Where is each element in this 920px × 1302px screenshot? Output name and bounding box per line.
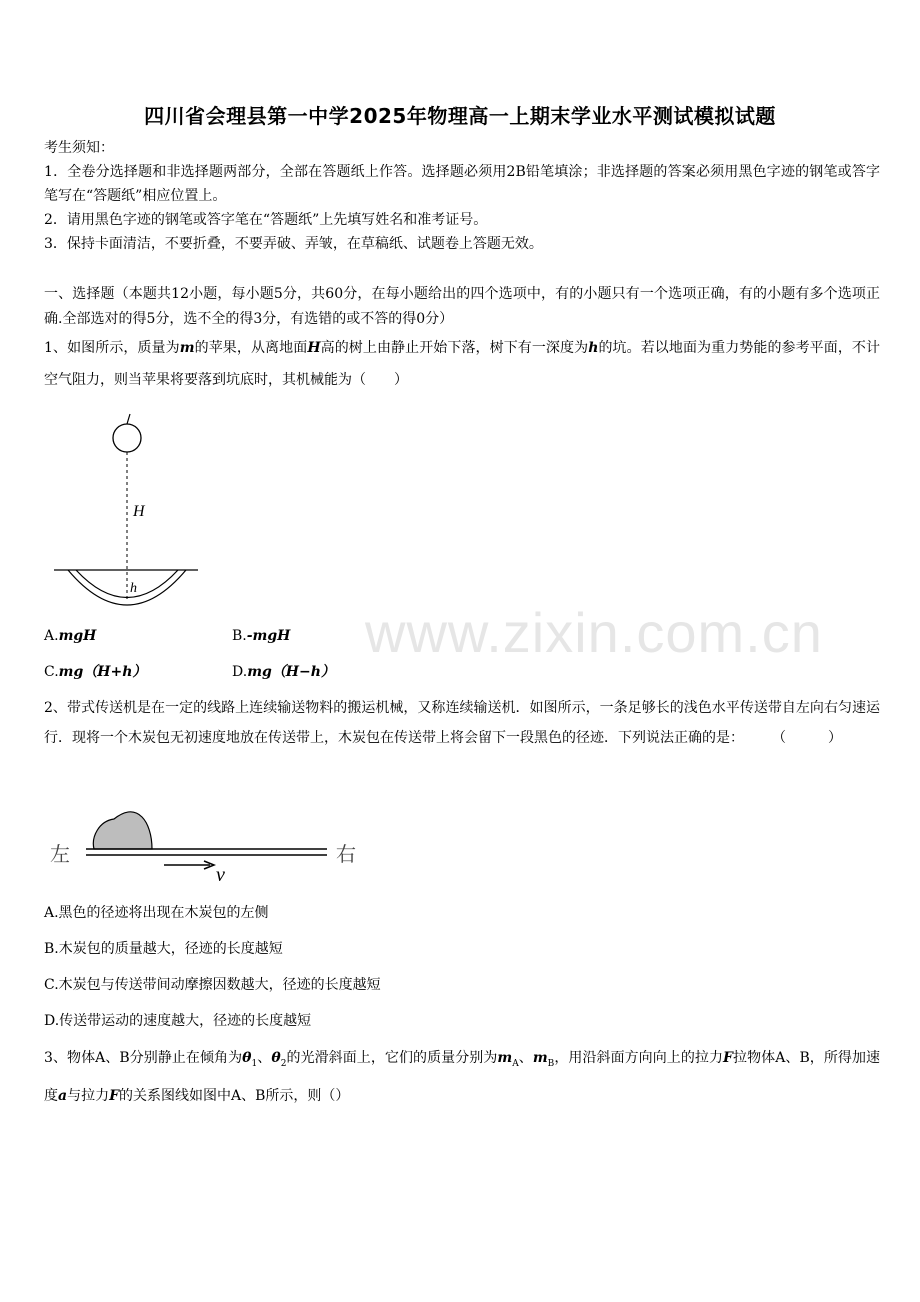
label-H: H <box>133 503 145 520</box>
charcoal-bag-shape <box>93 812 152 849</box>
notice-item-3: 3．保持卡面清洁，不要折叠，不要弄破、弄皱，在草稿纸、试题卷上答题无效。 <box>44 236 543 252</box>
notice-item-2: 2．请用黑色字迹的钢笔或答字笔在“答题纸”上先填写姓名和准考证号。 <box>44 212 488 228</box>
label-left: 左 <box>50 842 70 866</box>
section-heading: 一、选择题（本题共12小题，每小题5分，共60分，在每小题给出的四个选项中，有的小题只有一个选项正确，有的小题有多个选项正确.全部选对的得5分，选不全的得3分，有选错的或不答的得0分） <box>44 286 880 327</box>
pit-inner-curve <box>68 570 186 605</box>
q2-option-b[interactable]: B.木炭包的质量越大，径迹的长度越短 <box>44 941 283 957</box>
q2-option-a[interactable]: A.黑色的径迹将出现在木炭包的左侧 <box>44 905 269 921</box>
question-1-text: 1、如图所示，质量为m的苹果，从离地面H高的树上由静止开始下落，树下有一深度为h的坑。若以地面为重力势能的参考平面，不计空气阻力，则当苹果将要落到坑底时，其机械能为（ ） <box>44 340 881 388</box>
q1-option-b[interactable]: B.-mgH <box>232 628 291 644</box>
q2-option-c[interactable]: C.木炭包与传送带间动摩擦因数越大，径迹的长度越短 <box>44 977 381 993</box>
question-3-text: 3、物体A、B分别静止在倾角为$\theta_1$、$\theta_2$的光滑斜面上，它们的质量分别为$m_A$、$m_B$，用沿斜面方向向上的拉力F拉物体A、B，所得加速度a与拉力F的关系图线如图中A、B所示，则（） <box>44 1050 881 1104</box>
notice-heading: 考生须知： <box>44 140 114 156</box>
watermark: www.zixin.com.cn <box>365 601 823 664</box>
q1-option-c[interactable]: C.mg（H+h） <box>44 664 147 680</box>
question-1-figure <box>50 410 210 615</box>
label-v: v <box>216 864 225 885</box>
q1-option-d[interactable]: D.mg（H−h） <box>232 664 335 680</box>
question-2-text: 2、带式传送机是在一定的线路上连续输送物料的搬运机械，又称连续输送机．如图所示，一条足够长的浅色水平传送带自左向右匀速运行．现将一个木炭包无初速度地放在传送带上，木炭包在传送带上将会留下一段黑色的径迹．下列说法正确的是： （ ） <box>44 700 880 746</box>
apple-stem <box>127 414 130 424</box>
apple-shape <box>113 424 141 452</box>
notice-item-1: 1．全卷分选择题和非选择题两部分，全部在答题纸上作答。选择题必须用2B铅笔填涂；非选择题的答案必须用黑色字迹的钢笔或答字笔写在“答题纸”相应位置上。 <box>44 164 880 204</box>
q2-option-d[interactable]: D.传送带运动的速度越大，径迹的长度越短 <box>44 1013 312 1029</box>
page-title: 四川省会理县第一中学2025年物理高一上期末学业水平测试模拟试题 <box>144 104 776 128</box>
label-right: 右 <box>336 842 356 866</box>
label-h: h <box>130 581 137 596</box>
q1-option-a[interactable]: A.mgH <box>44 628 97 644</box>
question-2-figure <box>44 805 374 885</box>
